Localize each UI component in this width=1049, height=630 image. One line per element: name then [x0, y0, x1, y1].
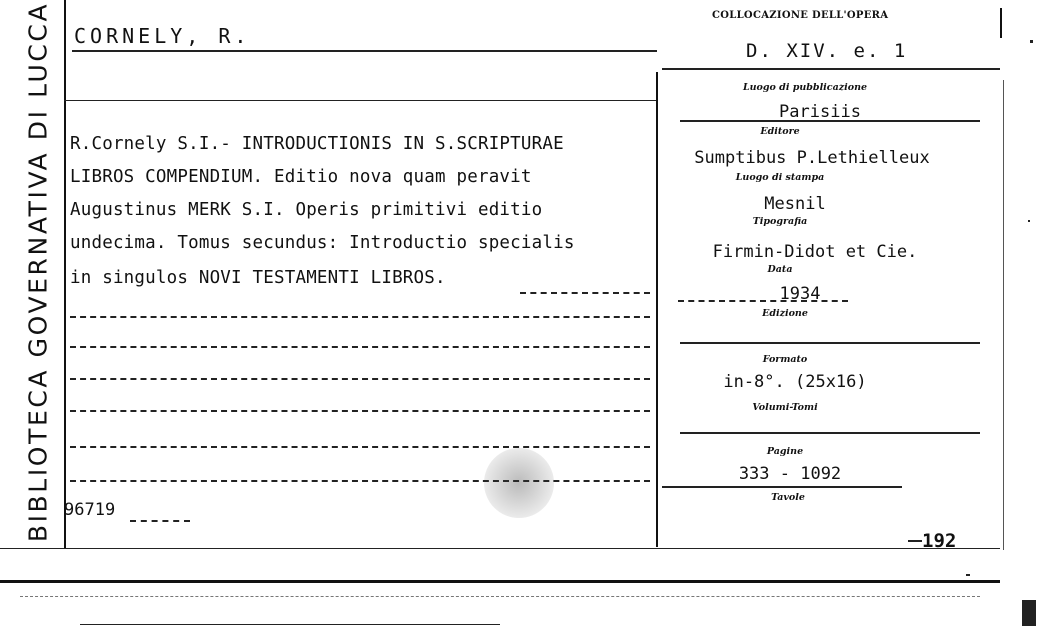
speck: [966, 574, 970, 576]
corner-dash: [908, 540, 922, 542]
label-volumi-tomi: Volumi-Tomi: [752, 402, 818, 413]
value-tipografia: Firmin-Didot et Cie.: [712, 242, 918, 262]
corner-number: 192: [922, 530, 957, 552]
rule-volumi-tomi: [680, 432, 980, 434]
label-formato: Formato: [762, 354, 808, 365]
shelfmark-underline: [662, 68, 1000, 70]
label-data: Data: [767, 264, 793, 275]
label-tavole: Tavole: [771, 492, 805, 503]
value-formato: in-8°. (25x16): [723, 372, 867, 392]
scan-edge-2: [20, 596, 980, 597]
inventory-dash: [130, 520, 190, 522]
inventory-number: 96719: [64, 500, 116, 520]
value-pagine: 333 - 1092: [738, 464, 842, 484]
card-right-edge-lower: [1003, 80, 1004, 550]
value-luogo-pubblicazione: Parisiis: [779, 102, 861, 122]
label-luogo-stampa: Luogo di stampa: [735, 172, 825, 183]
heading-underline: [72, 50, 657, 52]
value-editore: Sumptibus P.Lethielleux: [694, 148, 930, 168]
ruled-line: [70, 316, 650, 318]
speck: [1030, 40, 1033, 43]
label-tipografia: Tipografia: [752, 216, 808, 227]
ruled-line: [70, 346, 650, 348]
ruled-line: [70, 410, 650, 412]
rule-pagine: [662, 486, 902, 488]
value-luogo-stampa: Mesnil: [764, 194, 826, 214]
column-divider: [656, 72, 658, 547]
scan-edge-3: [80, 624, 500, 625]
description-line-4: undecima. Tomus secundus: Introductio specialis: [70, 233, 575, 253]
rule-data: [678, 300, 848, 302]
description-line-1: R.Cornely S.I.- INTRODUCTIONIS IN S.SCRIPTURAE: [70, 134, 564, 154]
scan-edge-1: [0, 580, 1000, 583]
ruled-line: [70, 378, 650, 380]
speck: [1022, 600, 1036, 626]
collocation-label: COLLOCAZIONE DELL'OPERA: [712, 10, 889, 21]
label-luogo-pubblicazione: Luogo di pubblicazione: [742, 82, 868, 93]
rule-edizione: [680, 342, 980, 344]
ruled-line: [520, 292, 650, 294]
author-heading: CORNELY, R.: [74, 24, 251, 48]
label-edizione: Edizione: [762, 308, 808, 319]
ruled-line: [70, 480, 650, 482]
description-top-rule: [64, 100, 656, 101]
library-stamp: BIBLIOTECA GOVERNATIVA DI LUCCA: [23, 1, 53, 543]
label-editore: Editore: [760, 126, 800, 137]
shelfmark: D. XIV. e. 1: [746, 40, 908, 62]
rule-luogo-pubblicazione: [680, 120, 980, 122]
description-line-2: LIBROS COMPENDIUM. Editio nova quam peravit: [70, 167, 532, 187]
paper-smudge: [484, 448, 554, 518]
description-line-5: in singulos NOVI TESTAMENTI LIBROS.: [70, 268, 446, 288]
speck: [1028, 220, 1030, 222]
card-left-border: [64, 0, 66, 548]
card-right-edge: [1000, 8, 1002, 38]
card-bottom-edge: [0, 548, 1000, 549]
value-data: 1934: [779, 284, 821, 304]
ruled-line: [70, 446, 650, 448]
label-pagine: Pagine: [766, 446, 804, 457]
description-line-3: Augustinus MERK S.I. Operis primitivi editio: [70, 200, 543, 220]
